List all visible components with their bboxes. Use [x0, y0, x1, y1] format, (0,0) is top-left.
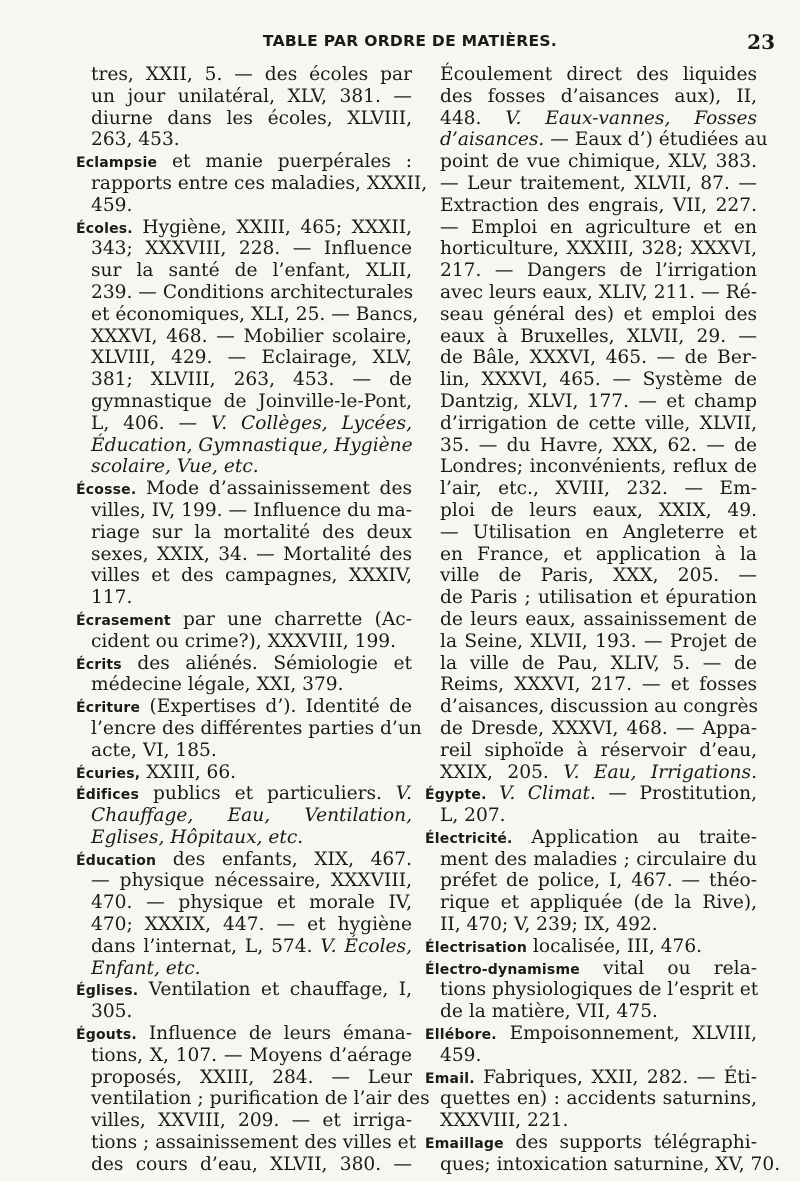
entry-continuation-line [91, 303, 419, 326]
entry-text: Application au traite- [512, 826, 757, 848]
entry-text: villes, IV, 199. — Influence du ma- [91, 499, 412, 521]
entry-text: et économiques, XLI, 25. — Bancs, [91, 303, 419, 325]
entry-headword: Écuries, [76, 765, 141, 782]
entry-text: des cours d’eau, XLVII, 380. — [91, 1153, 412, 1175]
entry-continuation-line [91, 435, 412, 457]
entry-text: tions physiologiques de l’esprit et [440, 979, 759, 1001]
entry-continuation-line [440, 304, 757, 326]
entry-continuation-line [440, 631, 757, 653]
entry-text: Chauffage, Eau, Ventilation, [91, 805, 412, 827]
entry-continuation-line [91, 260, 412, 282]
entry-text: tres, XXII, 5. — des écoles par [91, 64, 412, 85]
entry-continuation-line [440, 129, 768, 151]
entry-text: horticulture, XXXIII, 328; XXXVI, [440, 238, 757, 260]
entry-text: Influence de leurs émana- [136, 1023, 412, 1045]
entry-continuation-line [91, 565, 412, 587]
entry-text: de leurs eaux, assainissement de [440, 608, 757, 630]
entry-text: tions ; assainissement des villes et [91, 1132, 417, 1154]
entry-text: 217. — Dangers de l’irrigation [440, 260, 757, 282]
entry-continuation-line [91, 413, 412, 435]
entry-continuation-line [91, 914, 412, 936]
entry-text [487, 783, 500, 804]
entry-text: Enfant, etc. [91, 957, 201, 979]
entry-text: — Emploi en agriculture et en [440, 216, 757, 238]
entry-text: 305. [91, 1001, 133, 1023]
entry-continuation-line [440, 1110, 757, 1132]
entry-heading-line [76, 609, 412, 631]
entry-continuation-line [91, 717, 422, 740]
entry-continuation-line [440, 1001, 757, 1023]
entry-continuation-line [91, 522, 412, 544]
entry-continuation-line [440, 64, 757, 86]
entry-text: des supports télégraphi- [503, 1132, 757, 1154]
entry-text: des aliénés. Sémiologie et [121, 652, 412, 674]
entry-continuation-line [91, 1067, 412, 1089]
entry-heading-line [76, 1023, 412, 1045]
entry-heading-line [425, 958, 757, 980]
entry-text: localisée, III, 476. [527, 935, 703, 957]
entry-heading-line [76, 783, 412, 805]
entry-text: ques; intoxication saturnine, XV, 70. [440, 1153, 781, 1175]
entry-continuation-line [440, 413, 757, 435]
entry-text: — physique nécessaire, XXXVIII, [91, 870, 412, 892]
entry-text: dans l’internat, L, 574. [91, 935, 321, 957]
entry-text: XXXVI, 468. — Mobilier scolaire, [91, 325, 412, 347]
entry-text: 381; XLVIII, 263, 453. — de [91, 369, 412, 391]
entry-text: de Paris ; utilisation et épuration [440, 587, 757, 609]
entry-continuation-line [91, 238, 412, 260]
entry-continuation-line [440, 849, 757, 871]
entry-text: d’irrigation de cette ville, XLVII, [440, 412, 757, 434]
entry-text: ventilation ; purification de l’air des [91, 1088, 430, 1110]
entry-text: Extraction des engrais, VII, 227. [440, 194, 757, 216]
entry-continuation-line [91, 674, 412, 696]
entry-continuation-line [91, 1088, 430, 1110]
entry-heading-line [76, 979, 412, 1001]
entry-text: rique et appliquée (de la Rive), [440, 892, 757, 914]
entry-headword: Églises. [76, 983, 139, 1000]
entry-headword: Ellébore. [425, 1027, 497, 1044]
entry-continuation-line [91, 500, 412, 522]
entry-text: Hygiène, XXIII, 465; XXXII, [132, 216, 412, 238]
entry-text: un jour unilatéral, XLV, 381. — [91, 85, 412, 107]
entry-heading-line [76, 217, 412, 239]
entry-text: ploi de leurs eaux, XXIX, 49. [440, 499, 757, 521]
entry-text: Eglises, Hôpitaux, etc. [91, 826, 304, 848]
entry-text: 470; XXXIX, 447. — et hygiène [91, 914, 412, 936]
entry-text: la ville de Pau, XLIV, 5. — de [440, 652, 757, 674]
entry-text: 263, 453. [91, 129, 180, 151]
entry-continuation-line [91, 1001, 412, 1023]
entry-continuation-line [440, 565, 757, 587]
entry-text: V. Eau, Irrigations. [563, 761, 757, 783]
entry-continuation-line [91, 805, 412, 827]
entry-heading-line [425, 783, 757, 805]
entry-continuation-line [91, 1154, 412, 1176]
entry-continuation-line [440, 456, 757, 478]
entry-continuation-line [440, 653, 757, 675]
entry-continuation-line [91, 936, 412, 958]
entry-continuation-line [440, 500, 757, 522]
entry-text: — Eaux d’) étudiées au [544, 129, 768, 151]
entry-continuation-line [440, 195, 757, 217]
entry-heading-line [425, 1023, 757, 1045]
entry-text: Mode d’assainissement des [136, 478, 412, 500]
entry-heading-line [425, 827, 757, 849]
entry-continuation-line [440, 979, 757, 1001]
entry-continuation-line [440, 544, 757, 566]
entry-headword: Électro-dynamisme [425, 961, 580, 978]
entry-text: Fabriques, XXII, 282. — Éti- [474, 1066, 757, 1088]
entry-continuation-line [91, 347, 412, 369]
entry-text: ment des maladies ; circulaire du [440, 848, 757, 870]
entry-text: sexes, XXIX, 34. — Mortalité des [91, 543, 412, 565]
entry-continuation-line [91, 892, 412, 914]
entry-text: 343; XXXVIII, 228. — Influence [91, 238, 412, 260]
right-column [425, 64, 781, 1176]
entry-text: d’aisances, discussion au congrès [440, 696, 759, 718]
entry-text: V. Climat. [499, 783, 596, 805]
entry-continuation-line [440, 108, 757, 130]
entry-text: rapports entre ces maladies, XXXII, [91, 172, 428, 194]
entry-headword: Email. [425, 1070, 475, 1087]
entry-text: des fosses d’aisances aux), II, [440, 85, 757, 107]
entry-text: de Dresde, XXXVI, 468. — Appa- [440, 717, 757, 739]
entry-continuation-line [440, 914, 757, 936]
entry-text: scolaire, Vue, etc. [91, 456, 259, 478]
entry-headword: Édifices [76, 787, 140, 804]
entry-text: Empoisonnement, XLVIII, [496, 1023, 757, 1045]
entry-text: vital ou rela- [579, 957, 757, 979]
entry-continuation-line [440, 151, 757, 173]
entry-text: l’encre des différentes parties d’un [91, 717, 422, 739]
entry-text: 459. [440, 1044, 482, 1066]
entry-text: ville de Paris, XXX, 205. — [440, 565, 757, 587]
entry-continuation-line [91, 1045, 412, 1067]
entry-heading-line [76, 653, 412, 675]
entry-headword: Égouts. [76, 1027, 137, 1044]
entry-text: quettes en) : accidents saturnins, [440, 1088, 757, 1110]
entry-text: XXXVIII, 221. [440, 1110, 569, 1132]
entry-text: villes et des campagnes, XXXIV, [91, 565, 412, 587]
entry-continuation-line [91, 369, 412, 391]
entry-heading-line [425, 936, 757, 958]
entry-text: des enfants, XIX, 467. [156, 848, 412, 870]
entry-text: 35. — du Havre, XXX, 62. — de [440, 434, 757, 456]
entry-continuation-line [91, 870, 412, 892]
entry-continuation-line [91, 391, 412, 413]
entry-continuation-line [91, 129, 412, 151]
entry-continuation-line [91, 64, 412, 86]
entry-continuation-line [91, 108, 412, 130]
entry-text: Ventilation et chauffage, I, [138, 979, 412, 1001]
entry-continuation-line [440, 892, 757, 914]
entry-text: et manie puerpérales : [157, 151, 412, 173]
entry-text: Londres; inconvénients, reflux de [440, 456, 757, 478]
entry-text: tions, X, 107. — Moyens d’aérage [91, 1044, 412, 1066]
entry-text: 459. [91, 194, 133, 216]
entry-text: l’air, etc., XVIII, 232. — Em- [440, 478, 757, 500]
page-header [0, 30, 800, 56]
entry-heading-line [425, 1067, 757, 1089]
entry-headword: Écriture [76, 700, 141, 717]
entry-continuation-line [440, 86, 757, 108]
entry-text: V. Eaux-vannes, Fosses [505, 107, 757, 129]
entry-continuation-line [91, 456, 412, 478]
entry-text: en France, et application à la [440, 543, 757, 565]
entry-continuation-line [91, 587, 412, 609]
entry-text: Dantzig, XLVI, 177. — et champ [440, 390, 757, 412]
entry-continuation-line [440, 1045, 757, 1067]
running-title: TABLE PAR ORDRE DE MATIÈRES. [262, 32, 558, 50]
entry-text: XXIII, 66. [140, 761, 237, 783]
entry-continuation-line [91, 195, 412, 217]
entry-continuation-line [440, 1088, 757, 1110]
entry-continuation-line [440, 435, 757, 457]
entry-text: publics et particuliers. [139, 783, 396, 805]
entry-continuation-line [440, 391, 757, 413]
entry-continuation-line [91, 740, 412, 762]
entry-text: eaux à Bruxelles, XLVII, 29. — [440, 325, 757, 347]
entry-text: 448. [440, 107, 506, 129]
entry-text: Éducation, Gymnastique, Hygiène [91, 434, 413, 456]
entry-text: de Bâle, XXXVI, 465. — de Ber- [440, 347, 757, 369]
entry-heading-line [76, 696, 412, 718]
entry-text: sur la santé de l’enfant, XLII, [91, 260, 412, 282]
entry-text: V. [395, 783, 412, 805]
entry-text: médecine légale, XXI, 379. [91, 674, 344, 696]
entry-text: cident ou crime?), XXXVIII, 199. [91, 630, 397, 652]
entry-continuation-line [91, 958, 412, 980]
entry-headword: Électrisation [425, 939, 528, 956]
entry-continuation-line [440, 718, 757, 740]
entry-continuation-line [440, 870, 757, 892]
entry-headword: Écrits [76, 656, 122, 673]
entry-text: (Expertises d’). Identité de [140, 696, 412, 718]
entry-continuation-line [91, 86, 412, 108]
entry-headword: Écrasement [76, 612, 171, 629]
entry-text: L, 406. — [91, 412, 212, 434]
entry-continuation-line [91, 631, 412, 653]
entry-continuation-line [440, 173, 757, 195]
entry-text: L, 207. [440, 805, 506, 827]
entry-text: XXIX, 205. [440, 761, 564, 783]
entry-text: XLVIII, 429. — Eclairage, XLV, [91, 347, 412, 369]
entry-text: la Seine, XLVII, 193. — Projet de [440, 630, 757, 652]
entry-heading-line [76, 762, 412, 784]
entry-text: reil siphoïde à réservoir d’eau, [440, 739, 757, 761]
entry-continuation-line [440, 369, 757, 391]
page-number: 23 [747, 30, 775, 54]
entry-continuation-line [440, 587, 757, 609]
entry-text: II, 470; V, 239; IX, 492. [440, 914, 658, 936]
entry-text: Écoulement direct des liquides [440, 64, 757, 85]
entry-continuation-line [440, 1153, 781, 1176]
entry-continuation-line [440, 609, 757, 631]
entry-continuation-line [440, 522, 757, 544]
entry-text: seau général des) et emploi des [440, 303, 757, 325]
entry-continuation-line [91, 282, 412, 304]
entry-text: proposés, XXIII, 284. — Leur [91, 1066, 412, 1088]
entry-continuation-line [91, 326, 412, 348]
entry-heading-line [76, 151, 412, 173]
entry-text: avec leurs eaux, XLIV, 211. — Ré- [440, 281, 757, 303]
entry-continuation-line [91, 172, 428, 195]
entry-continuation-line [440, 238, 757, 260]
entry-headword: Égypte. [425, 787, 487, 804]
entry-continuation-line [91, 1110, 412, 1132]
entry-text: d’aisances. [440, 129, 545, 151]
entry-heading-line [76, 478, 412, 500]
entry-headword: Eclampsie [76, 155, 158, 172]
entry-text: de la matière, VII, 475. [440, 1001, 658, 1023]
entry-text: diurne dans les écoles, XLVIII, [91, 107, 412, 129]
entry-text: riage sur la mortalité des deux [91, 521, 412, 543]
entry-text: préfet de police, I, 467. — théo- [440, 870, 757, 892]
entry-continuation-line [440, 478, 757, 500]
entry-text: 470. — physique et morale IV, [91, 892, 412, 914]
entry-text: villes, XXVIII, 209. — et irriga- [91, 1110, 412, 1132]
entry-headword: Écosse. [76, 482, 137, 499]
entry-heading-line [425, 1132, 757, 1154]
entry-text: 117. [91, 587, 133, 609]
entry-text: — Prostitution, [595, 783, 758, 805]
entry-heading-line [76, 849, 412, 871]
entry-text: gymnastique de Joinville-le-Pont, [91, 390, 412, 412]
entry-text: V. Écoles, [320, 935, 412, 957]
entry-continuation-line [91, 1132, 417, 1154]
entry-continuation-line [91, 827, 412, 849]
entry-continuation-line [440, 260, 757, 282]
entry-text: point de vue chimique, XLV, 383. [440, 151, 757, 173]
entry-continuation-line [440, 740, 757, 762]
entry-text: — Leur traitement, XLVII, 87. — [440, 172, 757, 194]
entry-continuation-line [440, 674, 757, 696]
entry-text: acte, VI, 185. [91, 739, 217, 761]
entry-continuation-line [440, 696, 757, 718]
entry-text: par une charrette (Ac- [170, 608, 412, 630]
entry-headword: Écoles. [76, 220, 133, 237]
entry-text: Reims, XXXVI, 217. — et fosses [440, 674, 757, 696]
left-column [76, 64, 430, 1176]
entry-headword: Éducation [76, 852, 157, 869]
entry-text: lin, XXXVI, 465. — Système de [440, 369, 757, 391]
entry-headword: Électricité. [425, 830, 513, 847]
entry-text: V. Collèges, Lycées, [211, 412, 413, 434]
entry-continuation-line [440, 762, 757, 784]
entry-text: 239. — Conditions architecturales [91, 281, 414, 303]
entry-continuation-line [440, 347, 757, 369]
entry-continuation-line [91, 544, 412, 566]
entry-continuation-line [440, 805, 757, 827]
entry-continuation-line [440, 282, 757, 304]
entry-continuation-line [440, 326, 757, 348]
entry-text: — Utilisation en Angleterre et [440, 521, 757, 543]
entry-headword: Emaillage [425, 1136, 504, 1153]
entry-continuation-line [440, 217, 757, 239]
